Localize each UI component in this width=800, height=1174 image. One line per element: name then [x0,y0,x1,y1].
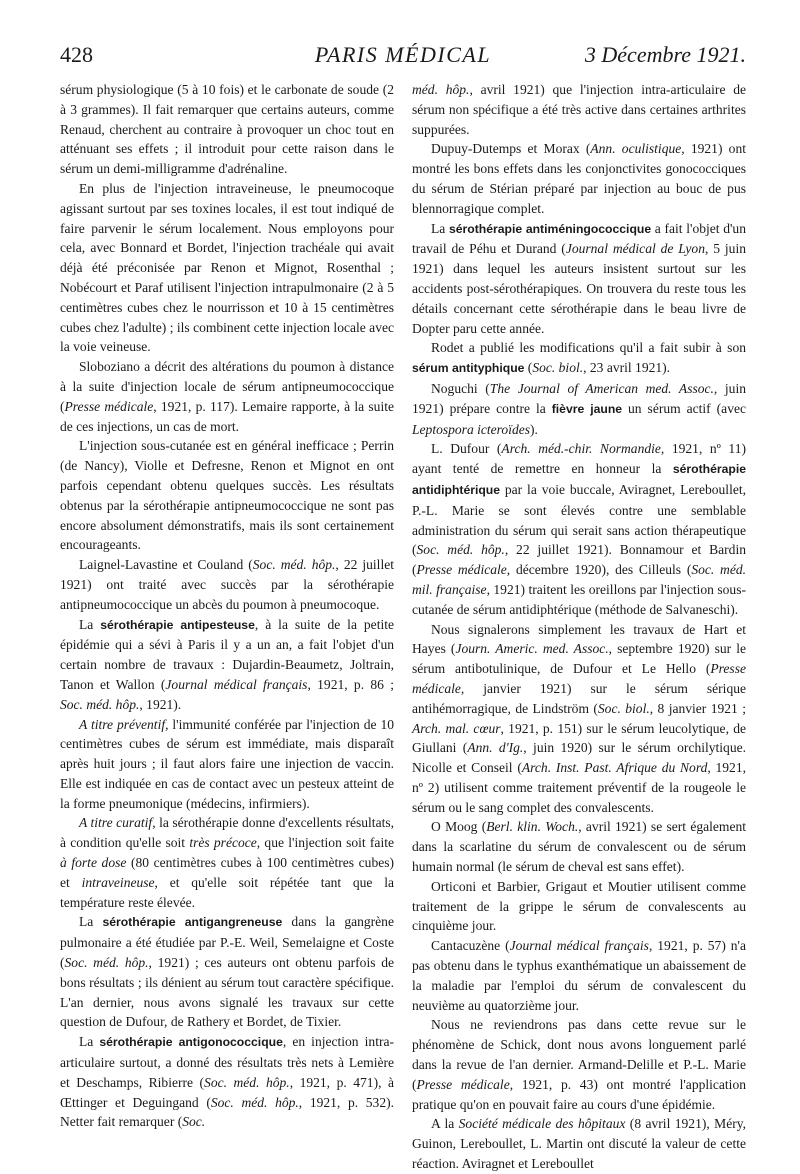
text-run: La [79,914,103,930]
italic-citation: Soc. méd. hôp. [64,955,149,971]
text-run: , 23 avril 1921). [583,360,671,376]
paragraph [412,1114,746,1173]
paragraph [412,620,746,818]
italic-citation: Journ. Americ. med. Assoc. [455,641,609,657]
text-run: Dupuy-Dutemps et Morax ( [431,141,591,157]
italic-citation: Soc. méd. hôp. [252,557,336,573]
paragraph [60,357,394,436]
text-run: O Moog ( [431,819,487,835]
italic-citation: Presse médicale [412,661,746,696]
italic-citation: Soc. [182,1114,206,1130]
text-run: , juin 1920) sur le sérum orchilytique. Nicolle et Conseil ( [412,740,747,776]
paragraph [60,1032,394,1132]
text-run: Cantacuzène ( [431,938,510,954]
text-run: L. Dufour ( [431,441,502,457]
text-run: , 1921, p. 43) ont montré l'application pratique qu'on en pouvait faire au cours d'une épidémie. [412,1076,746,1112]
text-run: , juin 1921) prépare contre la [412,380,746,416]
paragraph [60,80,394,179]
text-run: La [79,1034,100,1050]
italic-citation: Soc. biol. [597,700,650,716]
left-column [60,80,394,1132]
italic-citation: Berl. klin. Woch. [486,819,579,835]
italic-citation: A titre curatif [79,815,153,831]
italic-citation: à forte dose [60,855,127,871]
paragraph [60,436,394,555]
text-run: par la voie buccale, Aviragnet, Lereboullet, P.-L. Marie se sont élevés contre une semblable administration du sérum qui serait sans action thérapeutique ( [412,481,746,558]
italic-citation: The Journal of American med. Assoc. [489,380,714,396]
paragraph [60,715,394,814]
text-run: Nous signalerons simplement les travaux de Hart et Hayes ( [412,621,746,657]
text-run: dans la gangrène pulmonaire a été étudiée par P.-E. Weil, Semelaigne et Coste ( [60,914,394,971]
italic-citation: intraveineuse [81,874,155,890]
text-run: Noguchi ( [431,380,490,396]
text-run: un sérum actif (avec [622,400,746,416]
text-run: , 1921) ; ces auteurs ont obtenu parfois de bons résultats ; ils dénient au sérum tout caractère spécifique. L'an dernier, nous avons signalé les travaux sur cette question de Dufour, de Rathery et Bordet, de Tixier. [60,955,394,1030]
italic-citation: Journal médical français [165,676,308,692]
text-run: , 22 juillet 1921) ont traité avec succès par la sérothérapie antipneumococcique un abcès du poumon à pneumocoque. [60,557,394,612]
text-run: , et qu'elle soit répétée tant que la température reste élevée. [60,874,395,910]
italic-citation: Société médicale des hôpitaux [458,1116,626,1132]
italic-citation: Journal médical de Lyon [565,241,705,257]
paragraph [412,338,746,379]
text-run: ( [524,360,533,376]
text-run: , 1921) traitent les oreillons par l'injection sous-cutanée de sérum antidiphtérique (méthode de Salvaneschi). [412,581,746,617]
text-run: sérum physiologique (5 à 10 fois) et le carbonate de soude (2 à 3 grammes). Il fait remarquer que certains auteurs, comme Renaud, cherchent au contraire à provoquer un choc tout en atténuant ses effets ; il introduit pour cette raison dans le sérum un demi-milligramme d'adrénaline. [60,82,394,177]
paragraph [412,877,746,936]
text-run: , l'immunité conférée par l'injection de 10 centimètres cubes de sérum est immédiate, mais disparaît après huit jours ; il faut alors faire une injection de vaccin. Elle est indiquée en cas de contact avec un pesteux atteint de la forme pneumonique (médecins, infirmiers). [60,716,394,811]
italic-citation: Arch. mal. cœur [412,720,501,736]
issue-date: 3 Décembre 1921. [584,42,746,67]
paragraph [412,139,746,218]
journal-title: PARIS MÉDICAL [314,42,492,67]
paragraph [60,912,394,1032]
text-run: , 22 juillet 1921). Bonnamour et Bardin ( [412,542,746,578]
text-run: Laignel-Lavastine et Couland ( [79,557,253,573]
bold-term: sérothérapie antigonococcique [99,1035,283,1050]
italic-citation: Ann. d'Ig. [467,740,524,756]
text-run: Sloboziano a décrit des altérations du poumon à distance à la suite d'injection locale de sérum antipneumococcique ( [60,359,394,414]
text-run: , 1921, nº 11) ayant tenté de remettre en honneur la [412,441,746,477]
paragraph [412,80,746,139]
text-run: , 8 janvier 1921 ; [649,700,746,716]
bold-term: sérothérapie antidiphtérique [412,462,746,497]
text-run: , 1921, p. 532). Netter fait remarquer ( [60,1094,394,1130]
paragraph [60,813,394,912]
right-column [412,80,746,1174]
italic-citation: méd. hôp. [412,82,470,97]
text-run: La [79,616,101,632]
italic-citation: très précoce [189,835,257,851]
text-run: , 1921, p. 57) n'a pas obtenu dans le typhus exanthématique un abaissement de la maladie par l'emploi du sérum de convalescent du neuvième au quatorzième jour. [412,938,746,1013]
text-run: Nous ne reviendrons pas dans cette revue sur le phénomène de Schick, dont nous avons longuement parlé dans la revue de l'an dernier. Armand-Delille et P.-L. Marie ( [412,1017,746,1092]
paragraph [412,817,746,876]
paragraph [60,179,394,357]
italic-citation: Presse médicale [64,398,154,414]
text-run: , septembre 1920) sur le sérum antibotulinique, de Dufour et Le Hello ( [412,641,746,677]
paragraph [60,555,394,614]
text-run: A la [431,1116,459,1132]
italic-citation: Journal médical français [509,938,649,954]
text-run: , janvier 1921) sur le sérum sérique antihémorragique, de Lindström ( [412,680,746,716]
bold-term: sérum antityphique [412,361,525,376]
text-run: , décembre 1920), des Cilleuls ( [506,562,692,578]
paragraph [412,219,746,339]
paragraph [412,1015,746,1114]
text-run: , la sérothérapie donne d'excellents résultats, à condition qu'elle soit [60,815,394,851]
text-run: , 1921, p. 86 ; [307,676,395,692]
text-run: Rodet a publié les modifications qu'il a fait subir à son [431,340,746,356]
text-run: , 5 juin 1921) dans lequel les auteurs insistent surtout sur les accidents post-sérothérapiques. On trouvera du reste tous les détails concernant cette sérothérapie dans le beau livre de Dopter paru cette année. [412,241,746,336]
paragraph [412,379,746,439]
bold-term: fièvre jaune [551,401,623,416]
text-run: (8 avril 1921), Méry, Guinon, Lereboullet, L. Martin ont discuté la valeur de cette réaction. Aviragnet et Lereboullet [412,1116,747,1172]
italic-citation: Presse médicale [416,1076,510,1092]
text-run: , avril 1921) que l'injection intra-articulaire de sérum non spécifique a été très active dans certaines arthrites suppurées. [412,82,747,137]
italic-citation: Soc. méd. hôp. [204,1074,290,1090]
italic-citation: Soc. méd. hôp. [60,696,140,712]
paragraph [60,615,394,715]
italic-citation: Arch. Inst. Past. Afrique du Nord [521,760,708,776]
paragraph [412,439,746,619]
text-run: , que l'injection soit faite [256,835,394,851]
text-run: En plus de l'injection intraveineuse, le pneumocoque agissant surtout par ses toxines locales, il est tout indiqué de faire parvenir le sérum localement. Nous employons pour cela, avec Bonnard et Bordet, l'injection trachéale qui avait déjà été préconisée par Renon et Mignot, Rosenthal ; Nobécourt et Paraf utilisent l'injection intrapulmonaire (2 à 5 centimètres cubes chez le nourrisson et 10 à 15 centimètres cubes chez l'adulte) ; ils combinent cette injection locale avec la voie veineuse. [60,180,394,355]
italic-citation: Leptospora icteroïdes [412,421,531,437]
italic-citation: Arch. méd.-chir. Normandie [501,441,661,457]
text-run: L'injection sous-cutanée est en général inefficace ; Perrin (de Nancy), Violle et Defresne, Renon et Mignot en ont parfois cependant obtenu quelques succès. Les résultats obtenus par la sérothérapie antipneumococcique ne sont pas encore absolument démonstratifs, mais ils sont certainement encourageants. [60,438,394,553]
text-run: La [431,220,449,236]
text-run: , 1921, p. 471), à Œttinger et Deguingand ( [60,1074,394,1110]
text-run: ). [530,421,538,437]
text-run: , 1921, p. 151) sur le sérum leucolytique, de Giullani ( [412,720,746,756]
italic-citation: Ann. oculistique [590,141,682,157]
text-run: , 1921) ont montré les bons effets dans les conjonctivites gonococciques du sérum de Stérian préparé par injection au bouc de pus blennorragique complet. [412,141,746,216]
text-run: , avril 1921) se sert également dans la scarlatine du sérum de convalescent ou de sérum humain normal (le sérum de cheval est sans effet). [412,819,747,875]
page-number: 428 [60,42,93,67]
page-header [60,42,746,76]
text-run: (80 centimètres cubes à 100 centimètres cubes) et [60,855,395,890]
bold-term: sérothérapie antigangreneuse [102,915,283,930]
text-run: , à la suite de la petite épidémie qui a sévi à Paris il y a un an, a fait l'objet d'un certain nombre de travaux : Dujardin-Beaumetz, Joltrain, Tanon et Wallon ( [60,616,394,692]
text-run: , 1921, nº 2) utilisent comme traitement préventif de la rougeole le sérum ou le sang complet des convalescents. [412,760,746,815]
italic-citation: Presse médicale [416,562,507,578]
italic-citation: A titre préventif [79,716,166,732]
text-run: , 1921). [139,696,182,712]
italic-citation: Soc. méd. hôp. [416,542,505,558]
italic-citation: Soc. méd. mil. française [412,562,746,597]
bold-term: sérothérapie antipesteuse [100,617,255,632]
paragraph [412,936,746,1015]
text-run: a fait l'objet d'un travail de Péhu et Durand ( [412,220,746,257]
text-run: Orticoni et Barbier, Grigaut et Moutier utilisent comme traitement de la grippe le sérum de convalescents au cinquième jour. [412,878,746,934]
italic-citation: Soc. méd. hôp. [210,1094,299,1110]
bold-term: sérothérapie antiméningococcique [448,221,652,236]
text-run: , en injection intra-articulaire surtout, a donné des résultats très nets à Lemière et Deschamps, Ribierre ( [60,1034,394,1090]
text-run: , 1921, p. 117). Lemaire rapporte, à la suite de ces injections, un cas de mort. [60,398,394,434]
italic-citation: Soc. biol. [532,360,584,376]
